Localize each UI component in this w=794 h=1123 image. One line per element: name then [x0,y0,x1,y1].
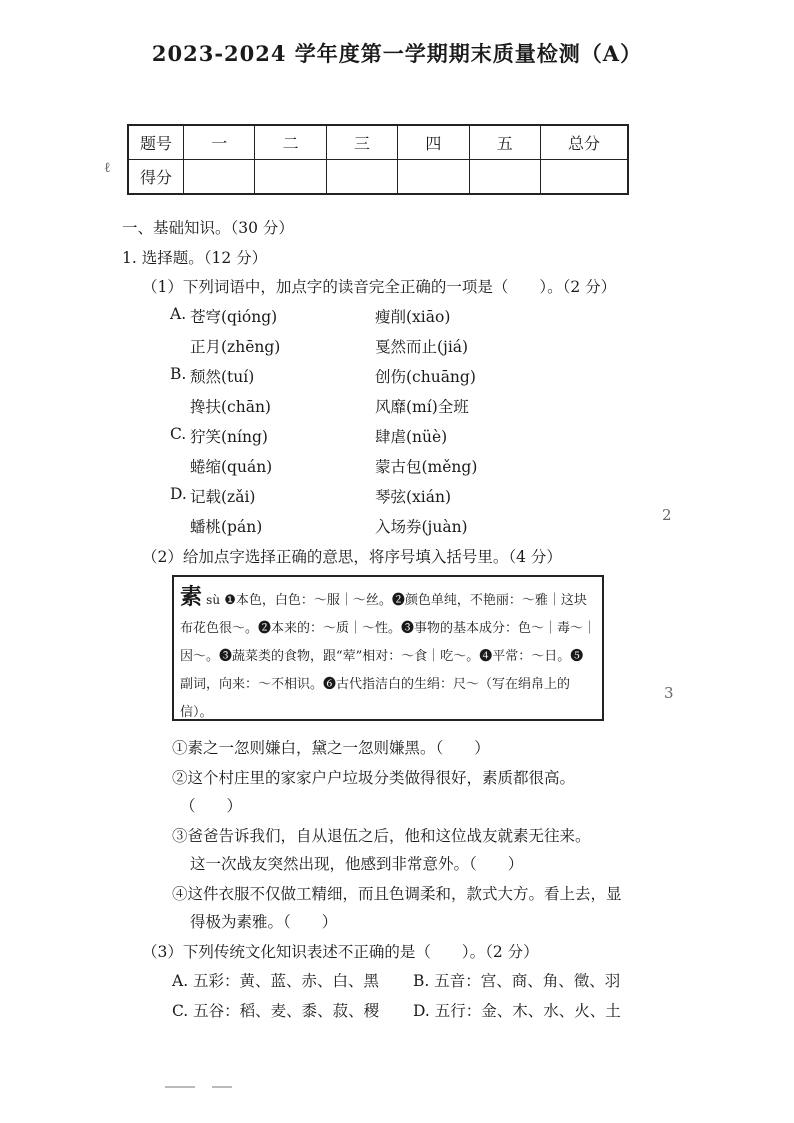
footer-smudge [165,1086,195,1088]
score-header-cell: 五 [469,125,540,160]
dictionary-entry-box [172,575,604,721]
dictionary-definitions: ❶本色，白色：～服｜～丝。❷颜色单纯，不艳丽：～雅｜这块布花色很～。❷本来的：～质｜～性。❸事物的基本成分：色～｜毒～｜因～。❸蔬菜类的食物，跟“荤”相对：～食｜吃～。❹平常：～日。❺副词，向来：～不相识。❻古代指洁白的生绢：尺～（写在绢帛上的信）。 [180,593,597,720]
option-a-letter: A. [170,305,187,323]
section-1-title: 一、基础知识。（30 分） [122,219,294,237]
sentence-4: ④这件衣服不仅做工精细，而且色调柔和，款式大方。看上去，显 [172,885,622,903]
margin-mark-left: ℓ [104,160,111,176]
score-header-cell: 一 [184,125,255,160]
option-b-word-3: 搀扶(chān) [190,398,271,416]
dictionary-pinyin: sù [206,593,221,607]
score-cell[interactable] [255,160,326,195]
option-b-letter: B. [170,365,187,383]
score-cell[interactable] [184,160,255,195]
sentence-4-cont: 得极为素雅。（ ） [190,913,338,931]
score-header-cell: 四 [398,125,469,160]
score-table-header-row [128,125,628,160]
question-1-1-title: （1）下列词语中，加点字的读音完全正确的一项是（ ）。（2 分） [142,278,617,296]
option-d-word-1: 记载(zǎi) [190,488,256,506]
option-a-word-3: 正月(zhēng) [190,338,281,356]
sentence-2-answer-blank[interactable]: （ ） [180,797,243,815]
sentence-2: ②这个村庄里的家家户户垃圾分类做得很好，素质都很高。 [172,769,576,787]
option-d-word-2: 琴弦(xián) [375,488,452,506]
option-b-word-4: 风靡(mí)全班 [375,398,469,416]
option-3-d: D. 五行：金、木、水、火、土 [413,1002,621,1020]
option-b-word-2: 创伤(chuāng) [375,368,476,386]
option-c-word-3: 蜷缩(quán) [190,458,273,476]
option-d-word-3: 蟠桃(pán) [190,518,263,536]
question-1-2-title: （2）给加点字选择正确的意思，将序号填入括号里。（4 分） [142,548,562,566]
option-c-letter: C. [170,425,187,443]
score-header-cell: 题号 [128,125,184,160]
margin-mark-right-3: 3 [664,684,674,702]
option-d-word-4: 入场券(juàn) [375,518,468,536]
score-cell[interactable] [398,160,469,195]
score-cell[interactable] [469,160,540,195]
question-1-title: 1. 选择题。（12 分） [122,249,268,267]
footer-smudge [212,1086,232,1088]
dictionary-headword: 素 [180,584,203,610]
option-3-b: B. 五音：宫、商、角、徵、羽 [413,972,621,990]
question-1-3-title: （3）下列传统文化知识表述不正确的是（ ）。（2 分） [142,943,539,961]
score-cell[interactable] [326,160,397,195]
sentence-3: ③爸爸告诉我们，自从退伍之后，他和这位战友就素无往来。 [172,827,591,845]
option-3-c: C. 五谷：稻、麦、黍、菽、稷 [172,1002,380,1020]
option-b-word-1: 颓然(tuí) [190,368,255,386]
option-a-word-1: 苍穹(qióng) [190,308,278,326]
option-a-word-4: 戛然而止(jiá) [375,338,469,356]
sentence-3-cont: 这一次战友突然出现，他感到非常意外。（ ） [190,855,524,873]
option-c-word-4: 蒙古包(měng) [375,458,478,476]
score-row-label: 得分 [128,160,184,195]
score-table-score-row [128,160,628,195]
option-3-a: A. 五彩：黄、蓝、赤、白、黑 [172,972,380,990]
sentence-1: ①素之一忽则嫌白，黛之一忽则嫌黑。（ ） [172,739,490,757]
exam-title: 2023-2024 学年度第一学期期末质量检测（A） [151,41,643,66]
option-a-word-2: 瘦削(xiāo) [375,308,451,326]
margin-mark-right-2: 2 [662,506,672,524]
option-c-word-1: 狞笑(níng) [190,428,268,446]
option-d-letter: D. [170,485,187,503]
score-header-cell: 三 [326,125,397,160]
score-cell[interactable] [541,160,629,195]
option-c-word-2: 肆虐(nüè) [375,428,448,446]
score-table [127,124,629,195]
score-header-cell: 二 [255,125,326,160]
score-header-cell: 总分 [541,125,629,160]
